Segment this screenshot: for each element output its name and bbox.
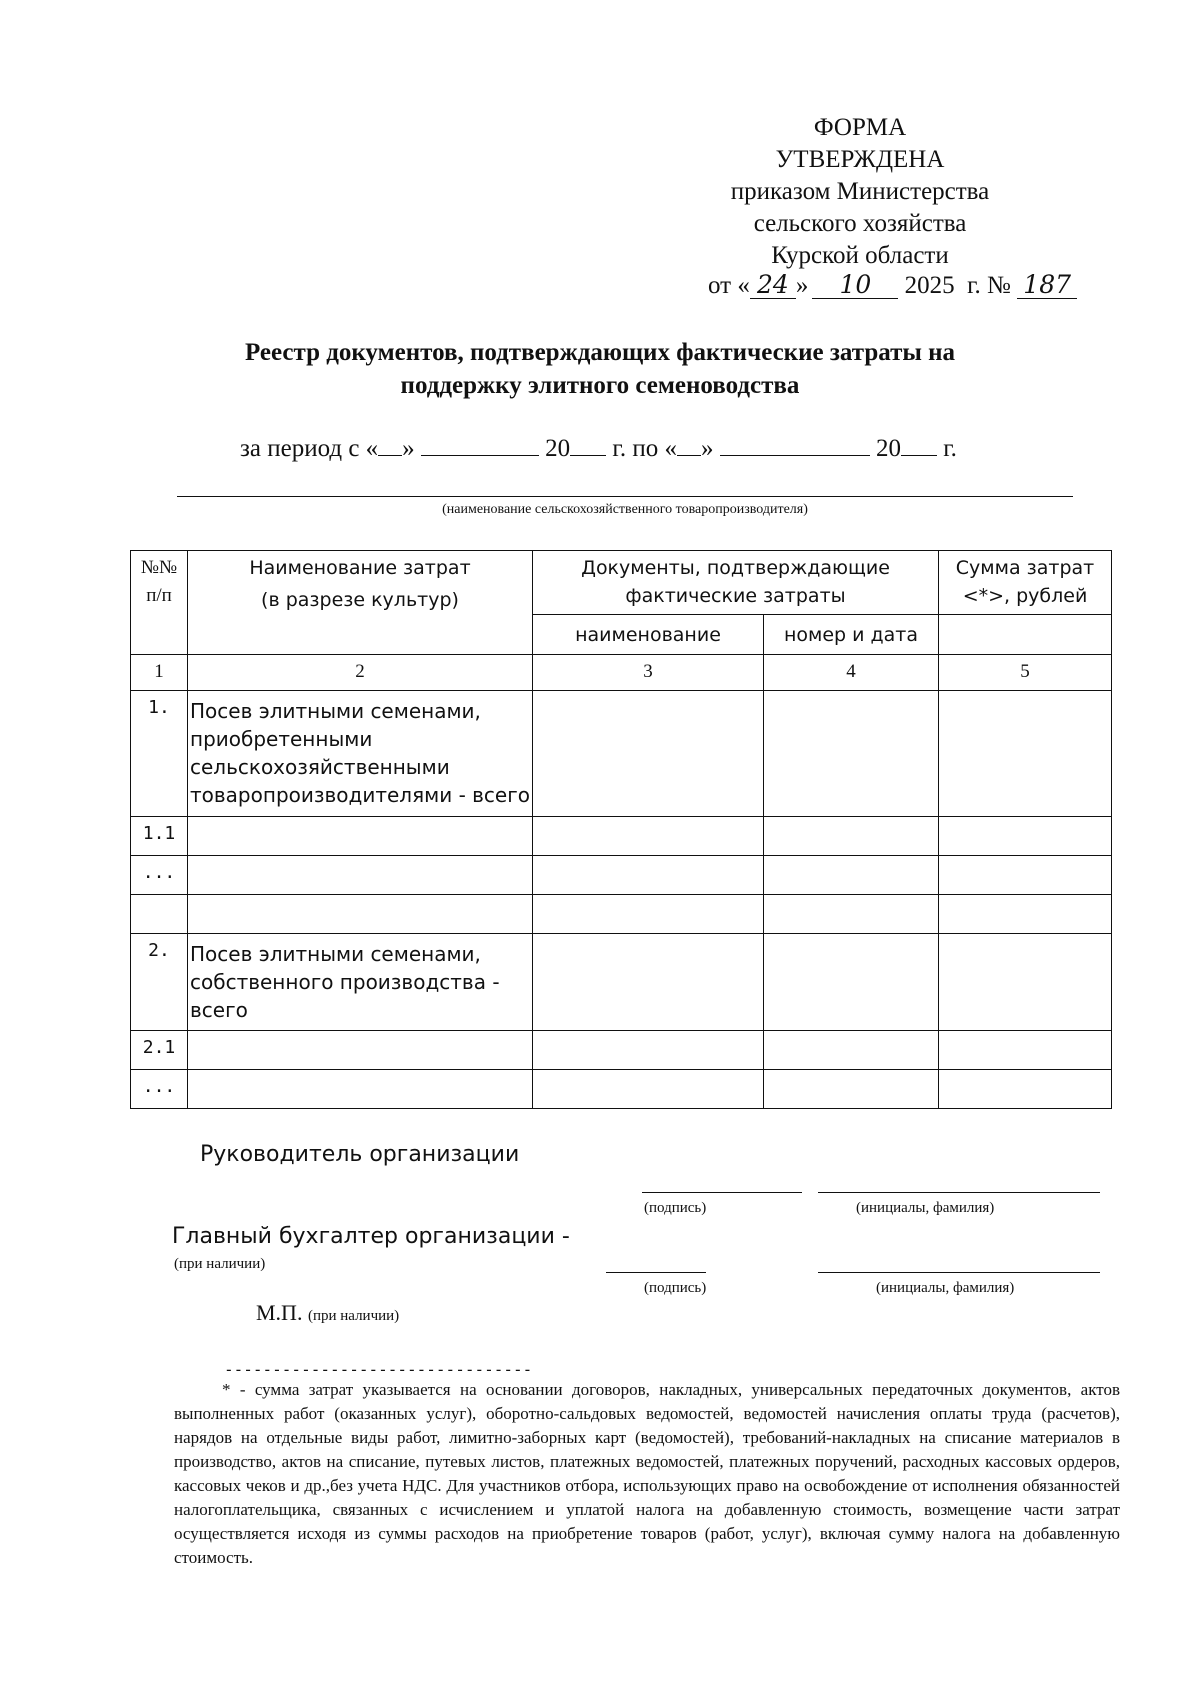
period-to-year-field[interactable]: [901, 433, 937, 456]
sum-cell[interactable]: [939, 895, 1112, 934]
date-year: 2025: [904, 272, 955, 299]
doc-numdate-cell[interactable]: [764, 691, 939, 817]
seal-place: [256, 1300, 399, 1326]
head-initials-caption: (инициалы, фамилия): [856, 1200, 995, 1216]
header-doc-numdate-cell: номер и дата: [764, 615, 939, 655]
period-year-prefix-1: 20: [545, 435, 571, 462]
table-row: [131, 934, 1112, 1031]
row-number: [131, 895, 188, 934]
footnote-text: * - сумма затрат указывается на основании договоров, накладных, универсальных передаточных документов, актов выполненных работ (оказанных услуг), оборотно-сальдовых ведомостей, ведомостей начисления оплаты труда (расчетов), нарядов на отдельные виды работ, лимитно-заборных карт (ведомостей), требований-накладных на списание материалов в производство, актов на списание, путевых листов, платежных ведомостей, платежных поручений, расходных кассовых ордеров, кассовых чеков и др.,без учета НДС. Для участников отбора, использующих право на освобождение от исполнения обязанностей налогоплательщика, связанных с исчислением и уплатой налога на добавленную стоимость, возмещение части затрат осуществляется исходя из суммы расходов на приобретение товаров (работ, услуг), включая сумму налога на добавленную стоимость.: [174, 1380, 1120, 1567]
head-of-organization-label: Руководитель организации: [200, 1142, 520, 1167]
period-to-label: г. по «: [612, 435, 677, 462]
doc-name-cell[interactable]: [533, 1070, 764, 1109]
column-number: 4: [764, 655, 939, 691]
producer-name-caption: (наименование сельскохозяйственного товаропроизводителя): [442, 502, 808, 517]
date-day: 24: [750, 272, 796, 299]
order-number-label: г. №: [967, 272, 1011, 299]
title-line-2: поддержку элитного семеноводства: [400, 372, 800, 399]
period-to-day-field[interactable]: [677, 433, 701, 456]
sum-cell[interactable]: [939, 1031, 1112, 1070]
row-number: 2.: [131, 934, 188, 1031]
period-from-month-field[interactable]: [421, 433, 539, 456]
sum-cell[interactable]: [939, 817, 1112, 856]
date-mid: »: [795, 272, 809, 299]
doc-numdate-cell[interactable]: [764, 1031, 939, 1070]
doc-name-cell[interactable]: [533, 817, 764, 856]
period-from-year-field[interactable]: [570, 433, 606, 456]
header-num-cell: [131, 551, 188, 655]
chief-accountant-note: (при наличии): [174, 1256, 266, 1272]
column-number: 1: [131, 655, 188, 691]
producer-name-field[interactable]: [177, 496, 1073, 497]
row-expense-name[interactable]: [188, 856, 533, 895]
head-signature-caption: (подпись): [644, 1200, 707, 1216]
period-from-label: за период с «: [240, 435, 379, 462]
doc-numdate-cell[interactable]: [764, 856, 939, 895]
doc-name-cell[interactable]: [533, 856, 764, 895]
stamp-line-approved: УТВЕРЖДЕНА: [775, 146, 945, 173]
header-name-line1: Наименование затрат: [249, 557, 471, 579]
stamp-line-region: Курской области: [771, 242, 949, 269]
period-line: [240, 433, 957, 463]
period-year-prefix-2: 20: [876, 435, 901, 462]
stamp-line-form: ФОРМА: [813, 114, 907, 141]
accountant-initials-field[interactable]: [818, 1272, 1100, 1273]
seal-place-label: М.П.: [256, 1300, 303, 1325]
date-prefix: от «: [708, 272, 750, 299]
approval-date: [708, 272, 1077, 300]
accountant-initials-caption: (инициалы, фамилия): [876, 1280, 1015, 1296]
table-row: [131, 895, 1112, 934]
column-number: 3: [533, 655, 764, 691]
row-number: 1.1: [131, 817, 188, 856]
stamp-line-ministry: сельского хозяйства: [753, 210, 967, 237]
sum-cell[interactable]: [939, 1070, 1112, 1109]
sum-cell[interactable]: [939, 856, 1112, 895]
stamp-line-order: приказом Министерства: [730, 178, 990, 205]
row-expense-name: Посев элитными семенами, собственного производства - всего: [188, 934, 533, 1031]
doc-name-cell[interactable]: [533, 895, 764, 934]
header-docs-line1: Документы, подтверждающие: [581, 557, 890, 579]
header-sum-line2: <*>, рублей: [962, 585, 1088, 607]
seal-place-note: (при наличии): [307, 1308, 400, 1324]
header-row: [131, 551, 1112, 615]
row-expense-name[interactable]: [188, 895, 533, 934]
column-number-row: [131, 655, 1112, 691]
column-number: 5: [939, 655, 1112, 691]
chief-accountant-label: Главный бухгалтер организации -: [172, 1224, 570, 1249]
header-num-line2: п/п: [146, 585, 172, 606]
table-row: [131, 1070, 1112, 1109]
header-name-cell: [188, 551, 533, 655]
period-quote-1: »: [402, 435, 415, 462]
doc-name-cell[interactable]: [533, 691, 764, 817]
order-number: 187: [1017, 272, 1077, 299]
row-number: 1.: [131, 691, 188, 817]
document-title: [180, 336, 1020, 402]
sum-cell[interactable]: [939, 934, 1112, 1031]
period-year-suffix: г.: [943, 435, 957, 462]
doc-numdate-cell[interactable]: [764, 817, 939, 856]
approval-stamp: [650, 112, 1070, 272]
row-number: 2.1: [131, 1031, 188, 1070]
period-quote-2: »: [701, 435, 714, 462]
sum-cell[interactable]: [939, 691, 1112, 817]
row-expense-name[interactable]: [188, 1031, 533, 1070]
row-number: ...: [131, 1070, 188, 1109]
doc-name-cell[interactable]: [533, 1031, 764, 1070]
header-sum-line1: Сумма затрат: [955, 557, 1095, 579]
expense-register-table: [130, 550, 1112, 1109]
header-num-line1: №№: [140, 557, 178, 578]
title-line-1: Реестр документов, подтверждающих фактические затраты на: [244, 339, 956, 366]
column-number: 2: [188, 655, 533, 691]
period-from-day-field[interactable]: [378, 433, 402, 456]
table-row: [131, 817, 1112, 856]
header-sum-cell: [939, 551, 1112, 615]
table-row: [131, 691, 1112, 817]
table-row: [131, 1031, 1112, 1070]
table-row: [131, 856, 1112, 895]
header-docs-line2: фактические затраты: [625, 585, 846, 607]
row-expense-name[interactable]: [188, 1070, 533, 1109]
head-signature-field[interactable]: [642, 1192, 802, 1193]
doc-name-cell[interactable]: [533, 934, 764, 1031]
row-number: ...: [131, 856, 188, 895]
head-initials-field[interactable]: [818, 1192, 1100, 1193]
doc-numdate-cell[interactable]: [764, 934, 939, 1031]
doc-numdate-cell[interactable]: [764, 1070, 939, 1109]
date-month: 10: [812, 272, 898, 299]
row-expense-name[interactable]: [188, 817, 533, 856]
period-to-month-field[interactable]: [720, 433, 870, 456]
header-name-line2: (в разрезе культур): [261, 589, 459, 611]
accountant-signature-field[interactable]: [606, 1272, 706, 1273]
header-sum-empty-cell: [939, 615, 1112, 655]
accountant-signature-caption: (подпись): [644, 1280, 707, 1296]
header-doc-name-cell: наименование: [533, 615, 764, 655]
row-expense-name: Посев элитными семенами, приобретенными сельскохозяйственными товаропроизводителями - всего: [188, 691, 533, 817]
header-docs-cell: [533, 551, 939, 615]
doc-numdate-cell[interactable]: [764, 895, 939, 934]
footnote-separator: --------------------------------: [224, 1360, 533, 1379]
